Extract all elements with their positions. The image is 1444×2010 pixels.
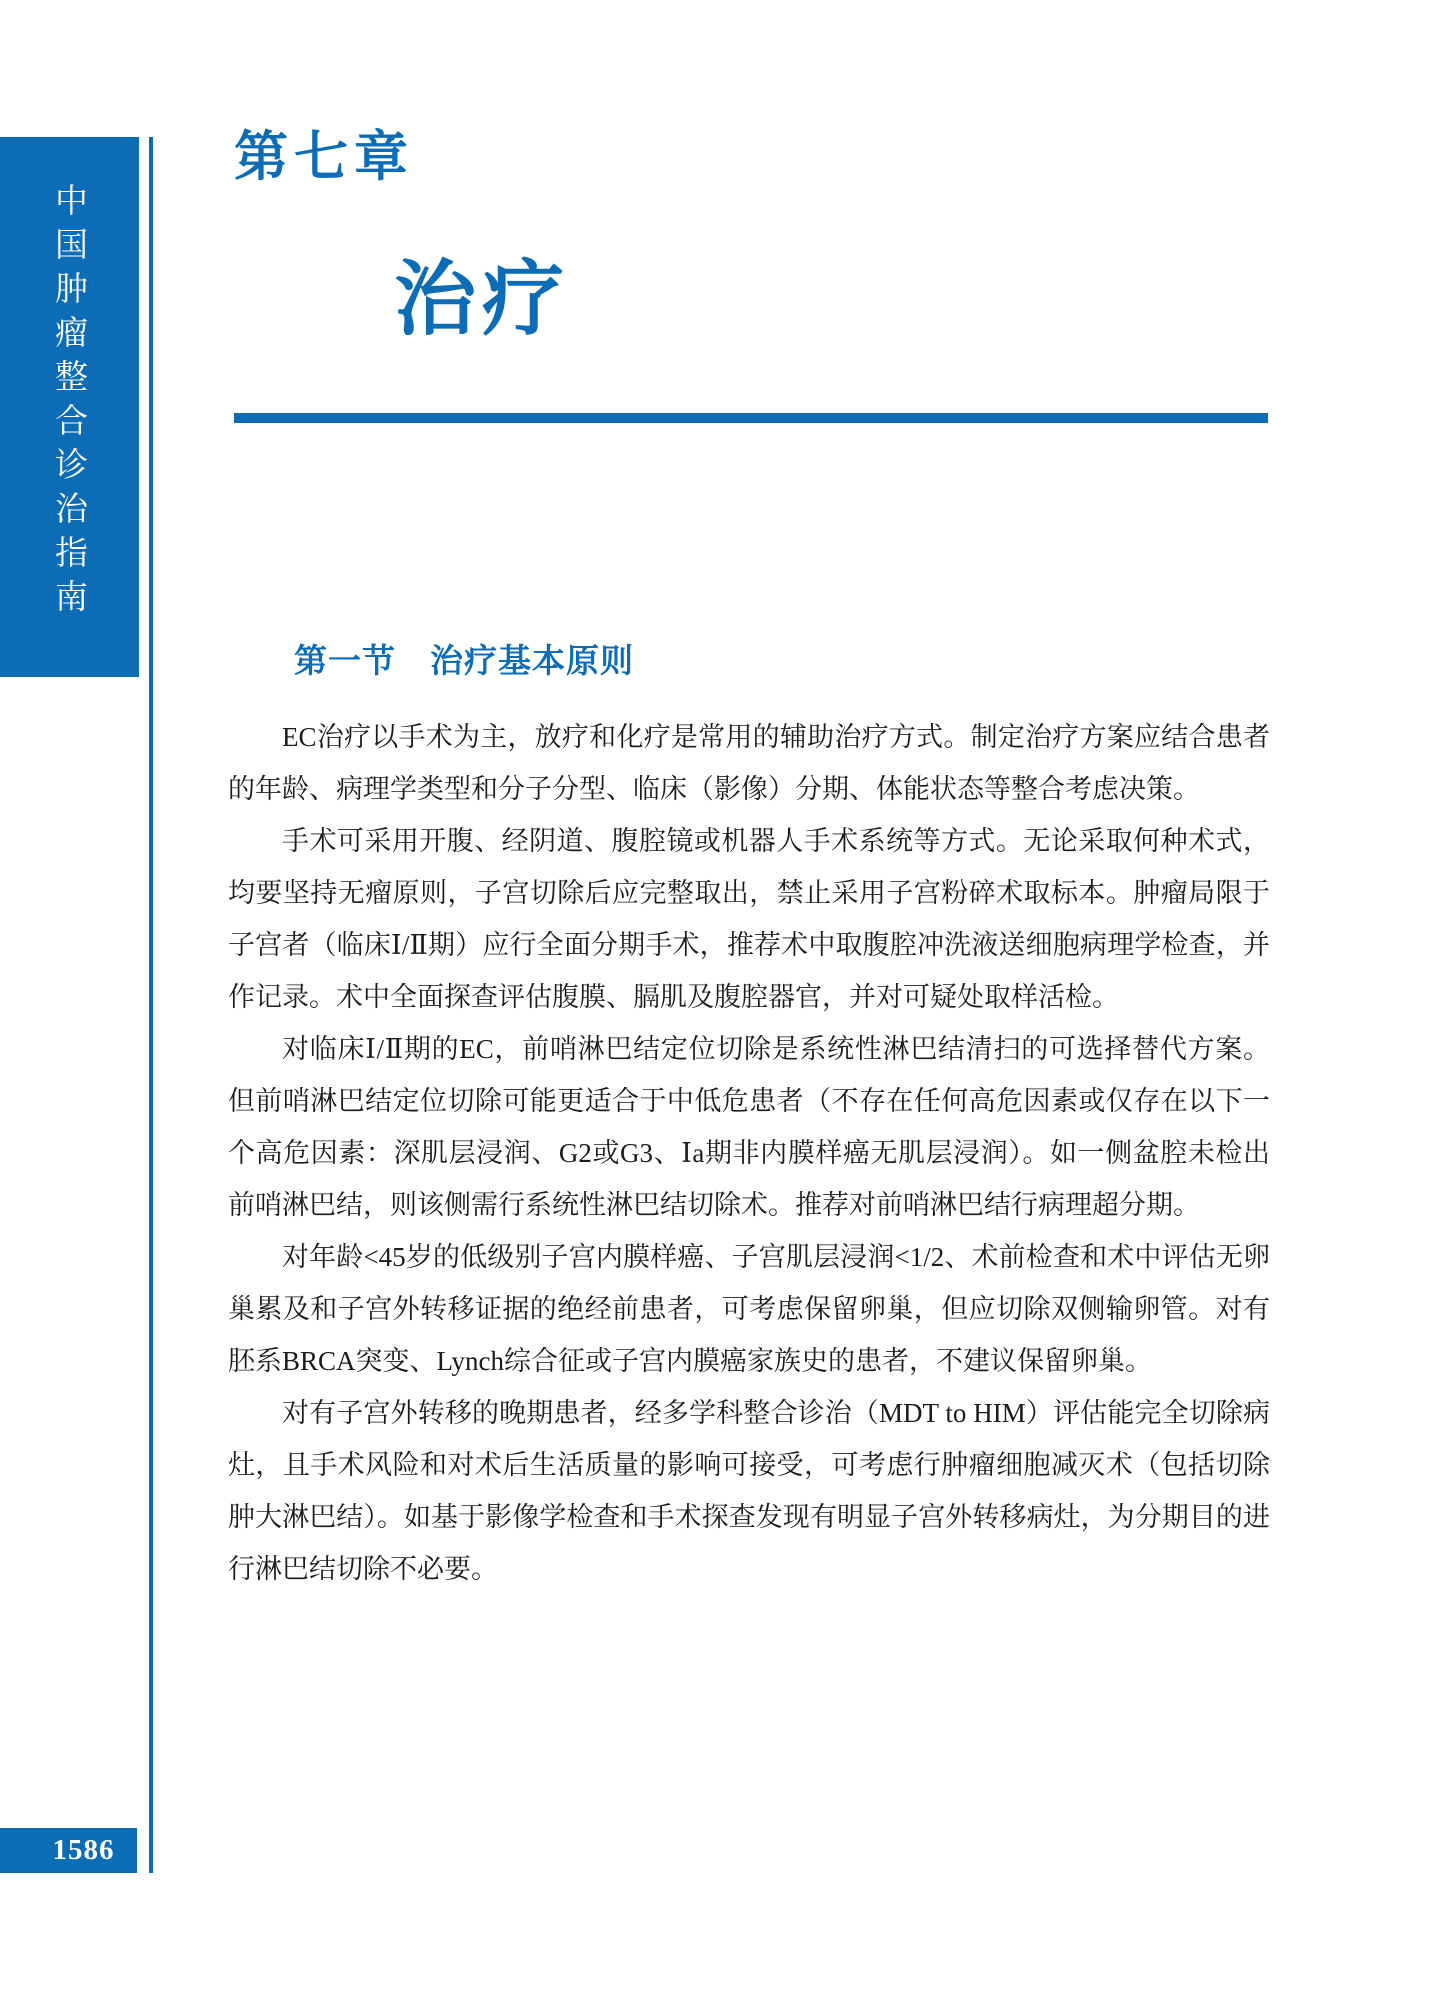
page-number: 1586	[52, 1834, 115, 1866]
paragraph: 对临床Ⅰ/Ⅱ期的EC，前哨淋巴结定位切除是系统性淋巴结清扫的可选择替代方案。但前哨淋巴结定位切除可能更适合于中低危患者（不存在任何高危因素或仅存在以下一个高危因素：深肌层浸润、G2或G3、Ⅰa期非内膜样癌无肌层浸润）。如一侧盆腔未检出前哨淋巴结，则该侧需行系统性淋巴结切除术。推荐对前哨淋巴结行病理超分期。	[228, 1034, 1270, 1220]
vertical-divider	[149, 137, 153, 1873]
chapter-title: 治疗	[394, 254, 571, 345]
paragraph: 对年龄<45岁的低级别子宫内膜样癌、子宫肌层浸润<1/2、术前检查和术中评估无卵巢累及和子宫外转移证据的绝经前患者，可考虑保留卵巢，但应切除双侧输卵管。对有胚系BRCA突变、Lynch综合征或子宫内膜癌家族史的患者，不建议保留卵巢。	[228, 1242, 1270, 1376]
chapter-rule	[234, 413, 1268, 423]
body-text	[228, 711, 1270, 1595]
chapter-label: 第七章	[234, 127, 414, 187]
book-title-band	[0, 137, 139, 677]
paragraph: 对有子宫外转移的晚期患者，经多学科整合诊治（MDT to HIM）评估能完全切除病灶，且手术风险和对术后生活质量的影响可接受，可考虑行肿瘤细胞减灭术（包括切除肿大淋巴结）。如基于影像学检查和手术探查发现有明显子宫外转移病灶，为分期目的进行淋巴结切除不必要。	[228, 1398, 1270, 1584]
paragraph: EC治疗以手术为主，放疗和化疗是常用的辅助治疗方式。制定治疗方案应结合患者的年龄、病理学类型和分子分型、临床（影像）分期、体能状态等整合考虑决策。	[228, 722, 1270, 804]
book-title-vertical: 中国肿瘤整合诊治指南	[51, 183, 88, 623]
section-heading: 第一节 治疗基本原则	[294, 644, 634, 680]
page-number-box	[0, 1828, 137, 1873]
paragraph: 手术可采用开腹、经阴道、腹腔镜或机器人手术系统等方式。无论采取何种术式，均要坚持无瘤原则，子宫切除后应完整取出，禁止采用子宫粉碎术取标本。肿瘤局限于子宫者（临床Ⅰ/Ⅱ期）应行全面分期手术，推荐术中取腹腔冲洗液送细胞病理学检查，并作记录。术中全面探查评估腹膜、膈肌及腹腔器官，并对可疑处取样活检。	[228, 826, 1270, 1012]
